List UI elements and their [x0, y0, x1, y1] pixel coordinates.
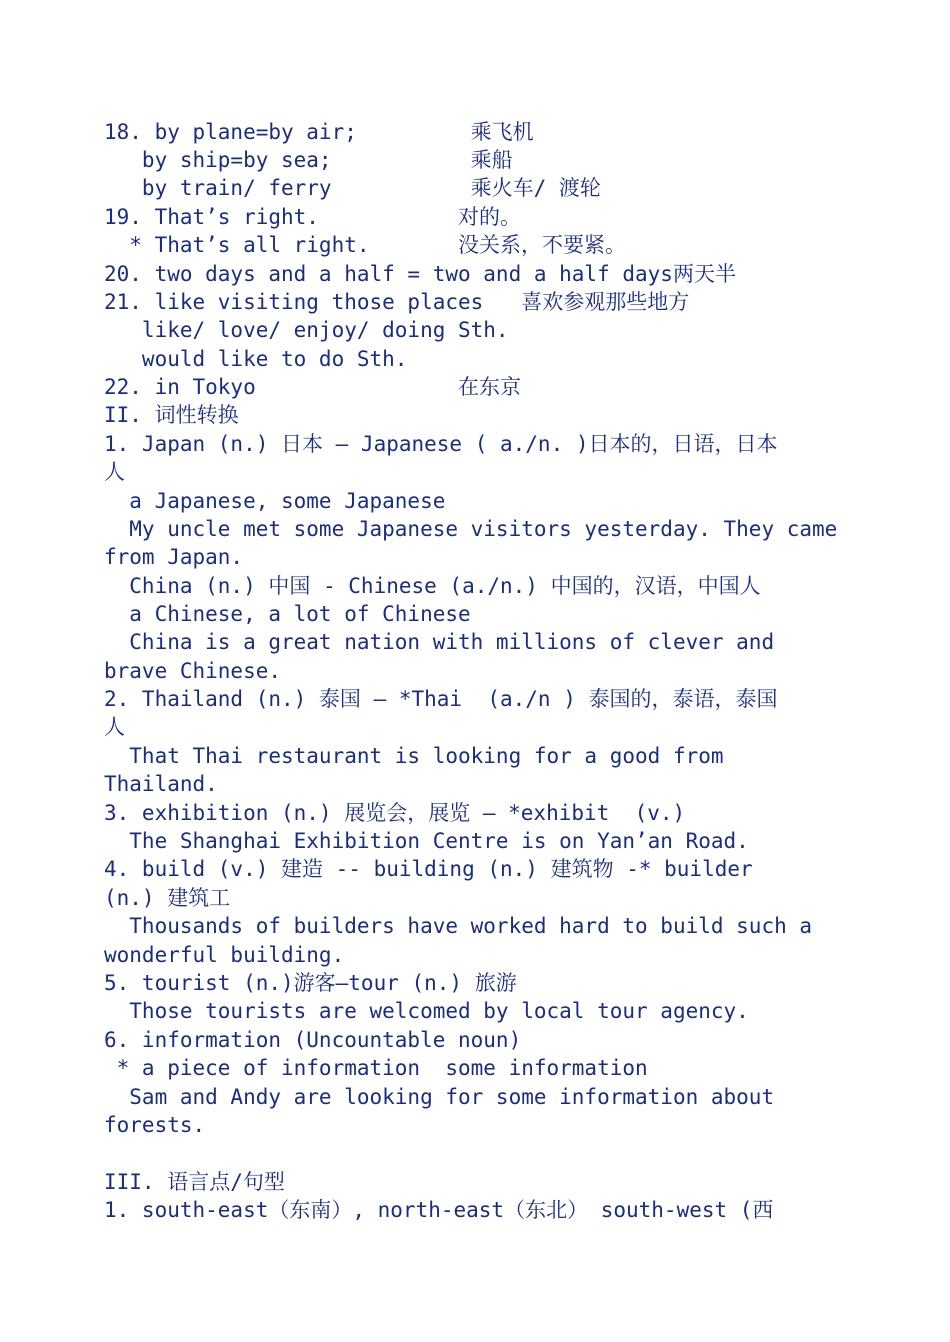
text-line: wonderful building. — [104, 943, 345, 967]
text-line: China (n.) 中国 - Chinese (a./n.) 中国的，汉语，中国人 — [104, 574, 761, 598]
text-line: 3. exhibition (n.) 展览会，展览 — *exhibit (v.) — [104, 801, 686, 825]
text-line: * That’s all right. 没关系，不要紧。 — [104, 233, 627, 257]
text-line: 6. information (Uncountable noun) — [104, 1028, 522, 1052]
text-line: 21. like visiting those places 喜欢参观那些地方 — [104, 290, 690, 314]
text-line: 人 — [104, 460, 125, 484]
text-line: 5. tourist (n.)游客—tour (n.) 旅游 — [104, 971, 517, 995]
text-line: Thousands of builders have worked hard to build such a — [104, 914, 813, 938]
text-line: 人 — [104, 715, 125, 739]
text-line: 4. build (v.) 建造 -- building (n.) 建筑物 -* builder — [104, 857, 753, 881]
text-line: That Thai restaurant is looking for a good from — [104, 744, 724, 768]
text-line: My uncle met some Japanese visitors yesterday. They came — [104, 517, 838, 541]
text-line: from Japan. — [104, 545, 244, 569]
text-line: (n.) 建筑工 — [104, 886, 231, 910]
text-line: would like to do Sth. — [104, 347, 408, 371]
text-line: by ship=by sea; 乘船 — [104, 148, 513, 172]
text-line: 22. in Tokyo 在东京 — [104, 375, 522, 399]
text-line: 20. two days and a half = two and a half days两天半 — [104, 262, 736, 286]
text-line: Those tourists are welcomed by local tour agency. — [104, 999, 749, 1023]
text-line: 19. That’s right. 对的。 — [104, 205, 522, 229]
section-heading: III. 语言点/句型 — [104, 1170, 285, 1194]
text-line: 1. south-east（东南）, north-east（东北） south-west (西 — [104, 1198, 774, 1222]
text-line: 1. Japan (n.) 日本 — Japanese ( a./n. )日本的，日语，日本 — [104, 432, 778, 456]
text-line: 2. Thailand (n.) 泰国 — *Thai (a./n ) 泰国的，泰语，泰国 — [104, 687, 778, 711]
text-line: Sam and Andy are looking for some information about — [104, 1085, 775, 1109]
text-line: brave Chinese. — [104, 659, 282, 683]
text-line: China is a great nation with millions of clever and — [104, 630, 775, 654]
text-line: forests. — [104, 1113, 206, 1137]
text-line: The Shanghai Exhibition Centre is on Yan’an Road. — [104, 829, 749, 853]
text-line: * a piece of information some information — [104, 1056, 648, 1080]
text-line: Thailand. — [104, 772, 218, 796]
section-heading: II. 词性转换 — [104, 403, 239, 427]
text-line: a Japanese, some Japanese — [104, 489, 446, 513]
text-line: 18. by plane=by air; 乘飞机 — [104, 120, 534, 144]
text-line: like/ love/ enjoy/ doing Sth. — [104, 318, 509, 342]
text-line: by train/ ferry 乘火车/ 渡轮 — [104, 176, 601, 200]
text-line: a Chinese, a lot of Chinese — [104, 602, 471, 626]
